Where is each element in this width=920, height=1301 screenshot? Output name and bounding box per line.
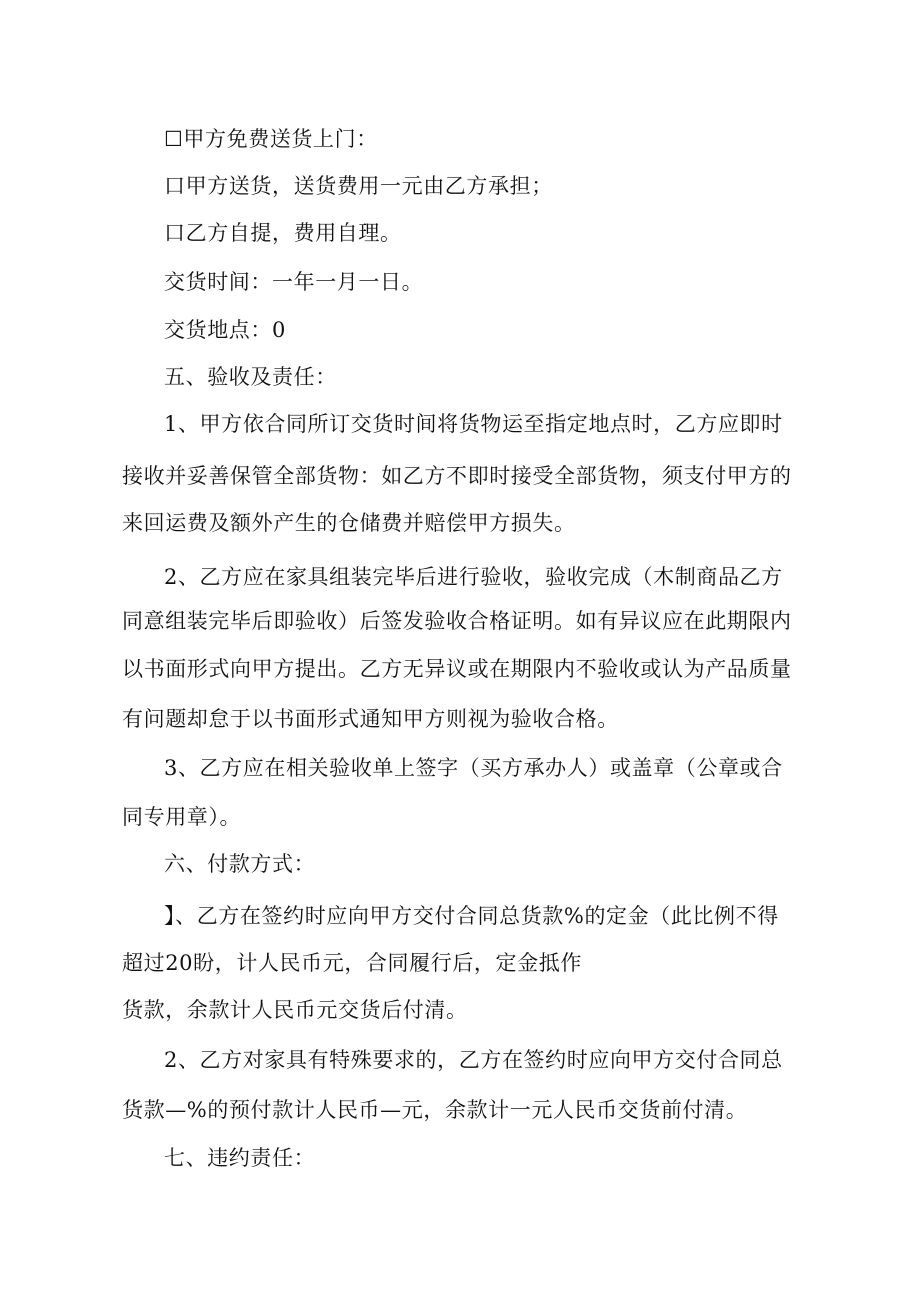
option-party-a-delivery: 口甲方送货，送货费用一元由乙方承担； <box>164 174 553 198</box>
clause-5-3-line-2: 同专用章）。 <box>122 805 242 829</box>
section-five-heading: 五、验收及责任： <box>164 365 337 389</box>
section-six-heading: 六、付款方式： <box>164 852 316 876</box>
clause-5-1-line-2: 接收并妥善保管全部货物：如乙方不即时接受全部货物，须支付甲方的 <box>122 464 792 488</box>
option-self-pickup: 口乙方自提，费用自理。 <box>164 221 402 245</box>
clause-6-1-line-1: 】、乙方在签约时应向甲方交付合同总货款%的定金（此比例不得 <box>164 904 779 928</box>
clause-5-2-line-1: 2、乙方应在家具组装完毕后进行验收，验收完成（木制商品乙方 <box>164 565 783 589</box>
clause-5-2-line-3: 以书面形式向甲方提出。乙方无异议或在期限内不验收或认为产品质量 <box>122 657 792 681</box>
clause-5-2-line-2: 同意组装完毕后即验收）后签发验收合格证明。如有异议应在此期限内 <box>122 609 792 633</box>
clause-6-1-line-3: 货款，余款计人民币元交货后付清。 <box>122 998 468 1022</box>
clause-6-2-line-1: 2、乙方对家具有特殊要求的，乙方在签约时应向甲方交付合同总 <box>164 1048 783 1072</box>
clause-5-2-line-4: 有问题却怠于以书面形式通知甲方则视为验收合格。 <box>122 707 619 731</box>
option-free-delivery: ☐甲方免费送货上门： <box>164 127 378 151</box>
clause-6-2-line-2: 货款—%的预付款计人民币—元，余款计一元人民币交货前付清。 <box>122 1098 748 1122</box>
clause-5-3-line-1: 3、乙方应在相关验收单上签字（买方承办人）或盖章（公章或合 <box>164 756 783 780</box>
clause-6-1-line-2: 超过20盼，计人民币元，合同履行后，定金抵作 <box>122 951 582 975</box>
clause-5-1-line-3: 来回运费及额外产生的仓储费并赔偿甲方损失。 <box>122 511 576 535</box>
delivery-time: 交货时间：一年一月一日。 <box>164 270 424 294</box>
delivery-place: 交货地点：0 <box>164 318 286 342</box>
section-seven-heading: 七、违约责任： <box>164 1146 316 1170</box>
clause-5-1-line-1: 1、甲方依合同所订交货时间将货物运至指定地点时，乙方应即时 <box>164 412 783 436</box>
